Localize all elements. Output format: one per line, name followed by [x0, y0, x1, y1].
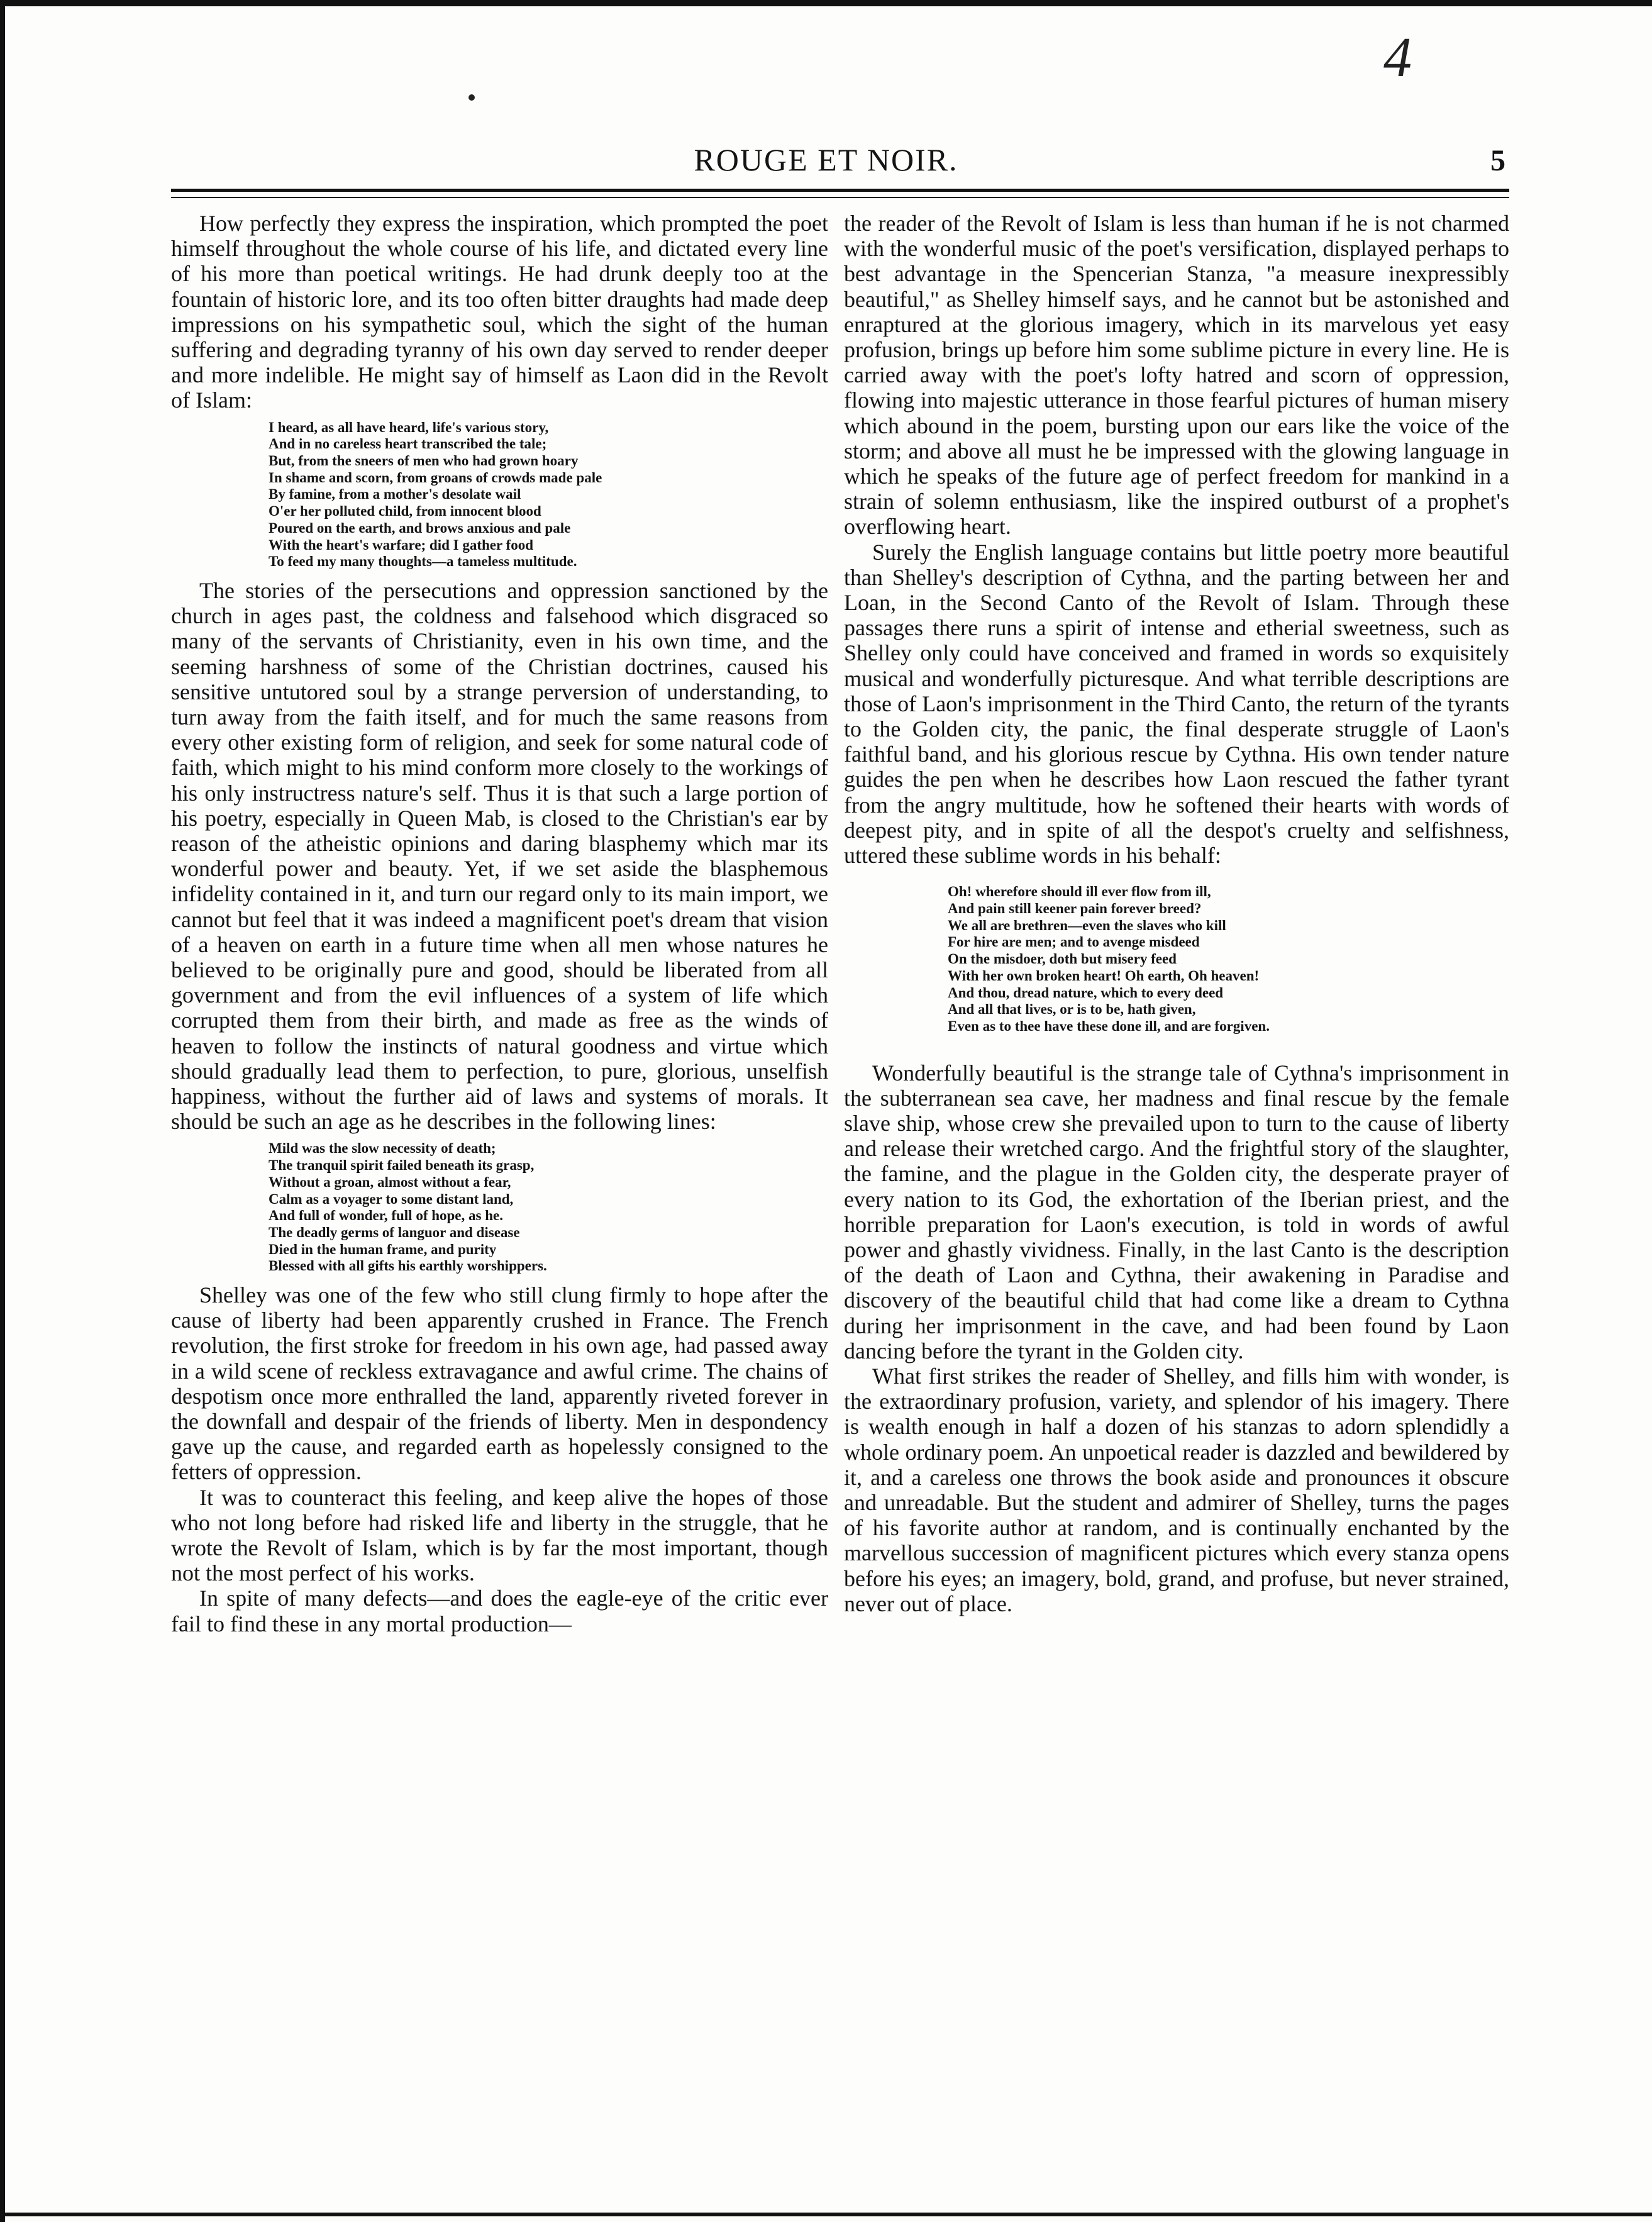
verse-line: On the misdoer, doth but misery feed: [948, 951, 1177, 967]
verse-line: And thou, dread nature, which to every deed: [948, 984, 1224, 1001]
paragraph: the reader of the Revolt of Islam is less than human if he is not charmed with the wonderful music of the poet's versification, displayed perhaps to best advantage in the Spencerian Stanza, "a measure inexpressibly beautiful," as Shelley himself says, and he cannot but be astonished and enraptured at the glorious imagery, which in its marvelous yet easy profusion, brings up before him some sublime picture in every line. He is carried away with the poet's lofty hatred and scorn of oppression, flowing into majestic utterance in those fearful pictures of human misery which abound in the poem, bursting upon our ears like the voice of the storm; and above all must he be impressed with the glowing language in which he speaks of the future age of perfect freedom for mankind in a strain of solemn enthusiasm, like the inspired outburst of a prophet's overflowing heart.: [844, 211, 1509, 540]
verse-line: I heard, as all have heard, life's various story,: [269, 419, 549, 435]
verse-line: And in no careless heart transcribed the tale;: [269, 436, 547, 452]
corner-handwritten-mark: 4: [1383, 26, 1412, 89]
verse-line: Died in the human frame, and purity: [269, 1241, 497, 1257]
verse-line: O'er her polluted child, from innocent blood: [269, 503, 541, 519]
header-rule-thick: [171, 189, 1509, 192]
verse-line: The deadly germs of languor and disease: [269, 1224, 520, 1240]
paragraph: How perfectly they express the inspiration, which prompted the poet himself throughout the whole course of his life, and dictated every line of his more than poetical writings. He had drunk deeply too at the fountain of historic lore, and its too often bitter draughts had made deep impressions on his sympathetic soul, which the sight of the human suffering and degrading tyranny of his own day served to render deeper and more indelible. He might say of himself as Laon did in the Revolt of Islam:: [171, 211, 828, 413]
verse-quotation: [269, 1140, 828, 1275]
left-column: [171, 211, 828, 1636]
verse-line: With her own broken heart! Oh earth, Oh heaven!: [948, 967, 1260, 984]
header-rule-thin: [171, 197, 1509, 198]
verse-line: By famine, from a mother's desolate wail: [269, 486, 521, 503]
paragraph: What first strikes the reader of Shelley, and fills him with wonder, is the extraordinary profusion, variety, and splendor of his imagery. There is wealth enough in half a dozen of his stanzas to adorn splendidly a whole ordinary poem. An unpoetical reader is dazzled and bewildered by it, and a careless one throws the book aside and pronounces it obscure and unreadable. But the student and admirer of Shelley, turns the pages of his favorite author at random, and is continually enchanted by the marvellous succession of magnificent pictures which every stanza opens before his eyes; an imagery, bold, grand, and profuse, but never strained, never out of place.: [844, 1364, 1509, 1616]
verse-line: Oh! wherefore should ill ever flow from ill,: [948, 884, 1211, 900]
verse-quotation: [948, 884, 1509, 1035]
verse-line: But, from the sneers of men who had grown hoary: [269, 453, 579, 469]
right-column: [844, 211, 1509, 1616]
running-head: ROUGE ET NOIR.: [694, 142, 958, 177]
verse-line: And full of wonder, full of hope, as he.: [269, 1208, 503, 1224]
verse-line: Even as to thee have these done ill, and are forgiven.: [948, 1018, 1270, 1034]
page-border-bottom: [0, 2213, 1652, 2216]
verse-line: And pain still keener pain forever breed?: [948, 900, 1202, 916]
verse-line: And all that lives, or is to be, hath given,: [948, 1001, 1196, 1018]
paragraph: The stories of the persecutions and oppression sanctioned by the church in ages past, the coldness and falsehood which disgraced so many of the servants of Christianity, even in his own time, and the seeming harshness of some of the Christian doctrines, caused his sensitive untutored soul by a strange perversion of understanding, to turn away from the faith itself, and for much the same reasons from every other existing form of religion, and seek for some natural code of faith, which might to his mind conform more closely to the workings of his only instructress nature's self. Thus it is that such a large portion of his poetry, especially in Queen Mab, is closed to the Christian's ear by reason of the atheistic opinions and daring blasphemy which mar its wonderful power and beauty. Yet, if we set aside the blasphemous infidelity contained in it, and turn our regard only to its main import, we cannot but feel that it was indeed a magnificent poet's dream that vision of a heaven on earth in a future time when all men whose natures he believed to be originally pure and good, should be liberated from all government and from the evil influences of a system of life which corrupted them from their birth, and made as free as the winds of heaven to follow the instincts of natural goodness and virtue which should gradually lead them to perfection, to pure, glorious, unselfish happiness, without the further aid of laws and systems of morals. It should be such an age as he describes in the following lines:: [171, 577, 828, 1135]
verse-line: Poured on the earth, and brows anxious and pale: [269, 519, 571, 536]
verse-line: Calm as a voyager to some distant land,: [269, 1191, 514, 1207]
page-number: 5: [1490, 144, 1505, 177]
paragraph: Surely the English language contains but little poetry more beautiful than Shelley's description of Cythna, and the parting between her and Loan, in the Second Canto of the Revolt of Islam. Through these passages there runs a spirit of intense and etherial sweetness, such as Shelley only could have conceived and framed in words so exquisitely musical and wonderfully picturesque. And what terrible descriptions are those of Laon's imprisonment in the Third Canto, the return of the tyrants to the Golden city, the panic, the final desperate struggle of Laon's faithful band, and his glorious rescue by Cythna. His own tender nature guides the pen when he describes how Laon rescued the father tyrant from the angry multitude, how he softened their hearts with words of deepest pity, and in spite of all the despot's cruelty and selfishness, uttered these sublime words in his behalf:: [844, 539, 1509, 869]
page-border-top: [0, 0, 1652, 6]
ink-dot: [468, 94, 475, 101]
verse-line: With the heart's warfare; did I gather food: [269, 536, 534, 553]
verse-line: In shame and scorn, from groans of crowds made pale: [269, 469, 602, 486]
paragraph: Shelley was one of the few who still clung firmly to hope after the cause of liberty had been apparently crushed in France. The French revolution, the first stroke for freedom in his own age, had passed away in a wild scene of reckless extravagance and awful crime. The chains of despotism once more enthralled the land, apparently riveted forever in the downfall and despair of the friends of liberty. Men in despondency gave up the cause, and regarded earth as hopelessly consigned to the fetters of oppression.: [171, 1282, 828, 1485]
verse-line: To feed my many thoughts—a tameless multitude.: [269, 553, 577, 570]
verse-line: Mild was the slow necessity of death;: [269, 1140, 496, 1157]
verse-line: Blessed with all gifts his earthly worshippers.: [269, 1258, 547, 1274]
paragraph: Wonderfully beautiful is the strange tale of Cythna's imprisonment in the subterranean sea cave, her madness and final rescue by the female slave ship, whose crew she prevailed upon to turn to the cause of liberty and release their wretched cargo. And the frightful story of the slaughter, the famine, and the plague in the Golden city, the desperate prayer of every nation to its God, the exhortation of the Iberian priest, and the horrible preparation for Laon's execution, is told in words of awful power and ghastly vividness. Finally, in the last Canto is the description of the death of Laon and Cythna, their awakening in Paradise and discovery of the beautiful child that had come like a dream to Cythna during her imprisonment in the cave, and had been found by Laon dancing before the tyrant in the Golden city.: [844, 1060, 1509, 1364]
verse-line: Without a groan, almost without a fear,: [269, 1174, 511, 1190]
verse-line: We all are brethren—even the slaves who kill: [948, 917, 1226, 933]
verse-quotation: [269, 419, 828, 570]
paragraph: It was to counteract this feeling, and keep alive the hopes of those who not long before had risked life and liberty in the struggle, that he wrote the Revolt of Islam, which is by far the most important, though not the most perfect of his works.: [171, 1484, 828, 1586]
paragraph: In spite of many defects—and does the eagle-eye of the critic ever fail to find these in any mortal production—: [171, 1586, 828, 1636]
verse-line: The tranquil spirit failed beneath its grasp,: [269, 1157, 535, 1174]
page-border-left: [0, 0, 5, 2222]
verse-line: For hire are men; and to avenge misdeed: [948, 934, 1200, 950]
